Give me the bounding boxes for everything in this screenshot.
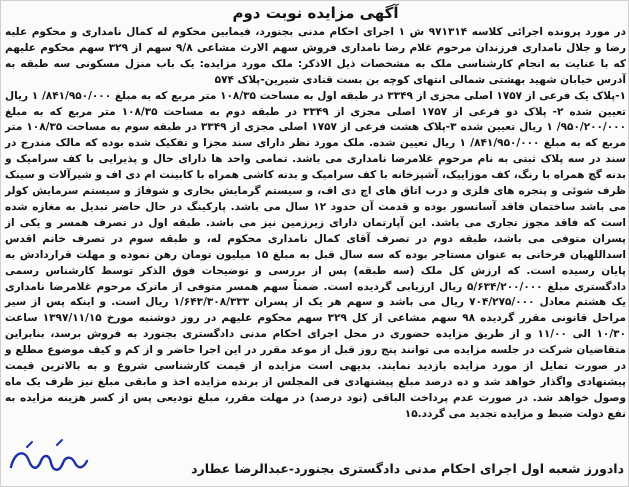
notice-signatory: دادورز شعبه اول اجرای احکام مدنی دادگستری بجنورد-عبدالرضا عطارد — [191, 461, 624, 476]
handwritten-signature — [5, 433, 91, 483]
notice-paragraph-details: ۱-پلاک یک فرعی از ۱۷۵۷ اصلی مجزی از ۳۳۴۹ در طبقه اول به مساحت ۱۰۸/۳۵ متر مربع که به مبلغ ۸۴۱/۹۵۰/۰۰۰/ ۱ ریال تعیین شده ۲- پلاک دو فرعی از ۱۷۵۷ اصلی مجزی از ۳۳۴۹ در طبقه دوم به مساحت ۱۰۸/۳۵ متر مربع که به مبلغ ۹۵۰/۲۰۰/۰۰۰/ ۱ ریال تعیین شده ۳-پلاک هشت فرعی از ۱۷۵۷ اصلی مجزی از ۳۳۴۹ در طبقه سوم به مساحت ۱۰۸/۳۵ متر مربع که به مبلغ ۸۴۱/۹۵۰/۰۰۰/ ۱ ریال تعیین شده. ملک مورد نظر دارای سند مجزا و تفکیک شده بوده که مالک مندرج در سند در سه پلاک ثبتی به نام مرحوم غلامرضا نامداری می باشد. تمامی واحد ها دارای حال و پذیرایی با کف سرامیک و بدنه گچ همراه با رنگ، کف موزاییک، آشپزخانه با کف سرامیک و بدنه کاشی همراه با کابینت ام دی اف و شیرآلات و سینک ظرف شوئی و پنجره های فلزی و درب اتاق های اچ دی اف، و سیستم گرمایش بخاری و شوفاژ و سیستم سرمایش کولر می باشد ساختمان فاقد آسانسور بوده و قدمت آن حدود ۱۲ سال می باشد. پارکینگ در حال حاضر تبدیل به مغازه شده است که فاقد مجوز تجاری می باشد. این آپارتمان دارای زیرزمین نیز می باشد. طبقه اول در تصرف همسر و یکی از پسران متوفی می باشد، طبقه دوم در تصرف آقای کمال نامداری محکوم له، و طبقه سوم در تصرف خانم اقدس اسداللهیان فرخانی به عنوان مستاجر بوده که سه سال قبل به مبلغ ۱۵ میلیون تومان رهن نموده و مهلت قراردادش به پایان رسیده است. که ارزش کل ملک (سه طبقه) پس از بررسی و توضیحات فوق الذکر توسط کارشناس رسمی دادگستری مبلغ ۵/۶۳۴/۲۰۰/۰۰۰ ریال ارزیابی گردیده است. ضمناً سهم همسر متوفی از ماترک مرحوم غلامرضا نامداری یک هشتم معادل ۷۰۴/۲۷۵/۰۰۰ ریال می باشد و سهم هر یک از پسران ۱/۶۴۳/۳۰۸/۳۳۳ ریال است. و اینکه پس از سیر مراحل قانونی مقرر گردیده ۹۸ سهم مشاعی از کل ۳۲۹ سهم محکوم علیهم در روز دوشنبه مورخ ۱۳۹۷/۱۱/۱۵ ساعت ۱۰/۳۰ الی ۱۱/۰۰ و از طریق مزایده حضوری در محل اجرای احکام مدنی دادگستری بجنورد به فروش برسد، بنابراین متقاضیان شرکت در جلسه مزایده می توانند پنج روز قبل از موعد مقرر در این اجرا حاضر و از کم و کیف موضوع مطلع و در صورت تمایل از مورد مزایده بازدید نمایند. بدیهی است مزایده از قیمت کارشناسی شروع و به بالاترین قیمت پیشنهادی واگذار خواهد شد و ده درصد مبلغ پیشنهادی فی المجلس از برنده مزایده اخذ و مابقی مبلغ نیز ظرف یک ماه وصول خواهد شد. در صورت عدم پرداخت الباقی (نود درصد) در مهلت مقرر، مبلغ تودیعی پس از کسر هزینه مزایده به نفع دولت ضبط و مزایده تجدید می گردد.۱۵ — [5, 89, 627, 420]
notice-body — [5, 25, 626, 423]
auction-notice — [5, 3, 626, 423]
notice-paragraph-intro: در مورد پرونده اجرائی کلاسه ۹۷۱۳۱۴ ش ۱ اجرای احکام مدنی بجنورد، فیمابین محکوم له کمال نامداری و محکوم علیه رضا و جلال نامداری فرزندان مرحوم غلام رضا نامداری فروش سهم الارث مشاعی ۹/۸ سهم از ۳۲۹ سهم محکوم علیهم که با عنایت به انجام کارشناسی ملک به مشخصات ذیل الاذکر: ملک مورد مزایده: یک باب منزل مسکونی سه طبقه به آدرس خیابان شهید بهشتی شمالی انتهای کوچه بن بست قنادی شیرین-پلاک ۵۷۴ — [5, 26, 626, 86]
notice-title: آگهی مزایده نوبت دوم — [232, 4, 399, 22]
